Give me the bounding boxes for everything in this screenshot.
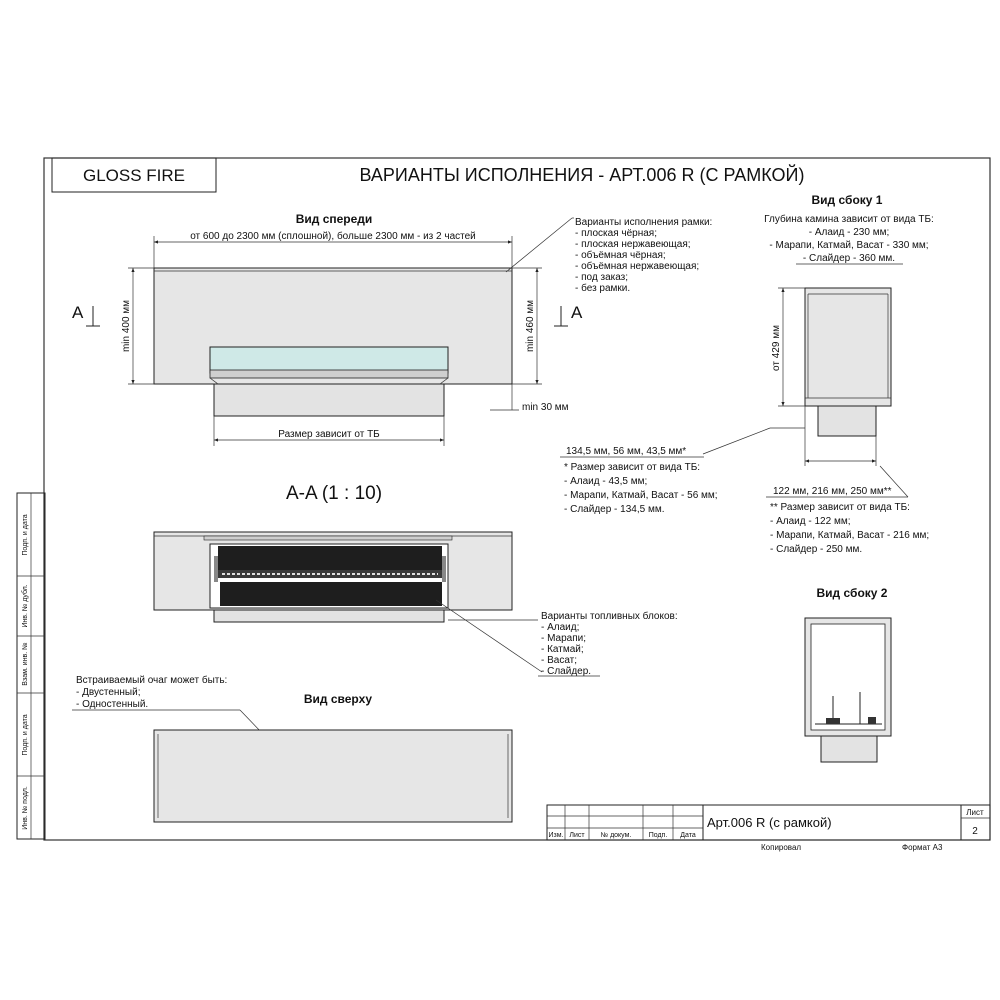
fuel-blocks-line: - Слайдер.	[541, 666, 592, 677]
side-1-height-label: от 429 мм	[771, 325, 782, 371]
frame-variants-line: - без рамки.	[575, 283, 631, 294]
front-burner	[210, 370, 448, 378]
title-block-sheet-number: 2	[972, 826, 978, 837]
min-30-label: min 30 мм	[522, 402, 569, 413]
top-view-body	[154, 730, 512, 822]
title-block-copied: Копировал	[761, 843, 802, 852]
frame-variants-line: - плоская чёрная;	[575, 228, 657, 239]
hearth-line: - Двустенный;	[76, 687, 141, 698]
width-note-line: 122 мм, 216 мм, 250 мм**	[773, 486, 892, 497]
depth-note-line: - Слайдер - 134,5 мм.	[564, 504, 665, 515]
frame-variants-line: - объёмная чёрная;	[575, 250, 666, 261]
left-stamp-label: Инв. № подл.	[22, 786, 29, 830]
width-note	[766, 466, 929, 555]
width-note-line: - Алаид - 122 мм;	[770, 516, 851, 527]
side-view-1-note	[764, 213, 934, 264]
section-view	[154, 532, 512, 622]
depth-note-line: - Марапи, Катмай, Васат - 56 мм;	[564, 490, 718, 501]
section-mark-left	[72, 303, 100, 326]
front-left-height-label: min 400 мм	[121, 299, 132, 353]
title-block-column: Дата	[680, 832, 696, 839]
section-top-block	[218, 546, 442, 570]
side-view-1-line: - Алаид - 230 мм;	[808, 227, 890, 238]
left-stamp-label: Подп. и дата	[22, 514, 29, 556]
side-1-box	[818, 406, 876, 436]
front-width-label: от 600 до 2300 мм (сплошной), больше 2300 мм - из 2 частей	[190, 231, 476, 242]
side-view-2-title: Вид сбоку 2	[816, 586, 888, 600]
depth-note-line: * Размер зависит от вида ТБ:	[564, 462, 701, 473]
sheet-title: ВАРИАНТЫ ИСПОЛНЕНИЯ - АРТ.006 R (С РАМКОЙ)	[359, 165, 805, 185]
title-block-column: Лист	[569, 832, 585, 839]
title-block-format: Формат A3	[902, 843, 943, 852]
hearth-line: Встраиваемый очаг может быть:	[76, 675, 228, 686]
front-box-dimension	[214, 416, 444, 446]
section-fuel-block	[220, 582, 442, 606]
brand-label: GLOSS FIRE	[82, 166, 186, 185]
frame-variants-line: - объёмная нержавеющая;	[575, 261, 700, 272]
side-1-body	[805, 288, 891, 406]
title-block-column: Изм.	[548, 832, 564, 839]
left-stamp-label: Инв. № дубл.	[22, 584, 29, 628]
frame-variants-line: Варианты исполнения рамки:	[575, 217, 713, 228]
side-view-1-line: Глубина камина зависит от вида ТБ:	[764, 214, 934, 225]
width-note-line: ** Размер зависит от вида ТБ:	[770, 502, 910, 513]
title-block-article: Арт.006 R (с рамкой)	[707, 815, 832, 830]
side-view-1-line: - Слайдер - 360 мм.	[802, 253, 896, 264]
left-stamp	[17, 493, 45, 839]
fuel-blocks-line: - Алаид;	[541, 622, 580, 633]
section-mark-right-letter: A	[571, 303, 583, 322]
left-stamp-label: Взам. инв. №	[22, 642, 29, 686]
title-block	[547, 805, 990, 852]
title-block-sheet-label: Лист	[966, 808, 984, 817]
section-mark-left-letter: A	[72, 303, 84, 322]
front-box-label: Размер зависит от ТБ	[278, 429, 380, 440]
fuel-blocks-line: - Катмай;	[541, 644, 584, 655]
depth-note-line: 134,5 мм, 56 мм, 43,5 мм*	[566, 446, 687, 457]
section-title: A-A (1 : 10)	[285, 483, 383, 504]
min-30-dimension	[490, 384, 569, 413]
front-right-height-dimension	[512, 268, 542, 384]
fuel-blocks-line: - Васат;	[541, 655, 578, 666]
top-view-title: Вид сверху	[303, 692, 373, 706]
side-view-2	[805, 618, 891, 762]
top-view	[154, 730, 512, 822]
width-note-line: - Слайдер - 250 мм.	[770, 544, 863, 555]
title-block-column: № докум.	[600, 832, 632, 839]
frame-variants-line: - под заказ;	[575, 272, 629, 283]
hearth-line: - Одностенный.	[76, 699, 149, 710]
depth-note	[560, 446, 718, 515]
side-view-1	[805, 288, 891, 436]
depth-note-line: - Алаид - 43,5 мм;	[564, 476, 648, 487]
side-1-height-dimension	[771, 288, 805, 406]
fuel-blocks-note	[436, 600, 678, 677]
side-2-box	[821, 736, 877, 762]
section-mark-right	[554, 303, 583, 326]
left-stamp-label: Подп. и дата	[22, 714, 29, 756]
fuel-blocks-line: Варианты топливных блоков:	[541, 611, 678, 622]
section-box	[214, 610, 444, 622]
frame-variants-line: - плоская нержавеющая;	[575, 239, 691, 250]
front-view	[154, 268, 512, 416]
front-right-height-label: min 460 мм	[525, 299, 536, 353]
title-block-column: Подп.	[648, 832, 668, 839]
front-box	[214, 384, 444, 416]
width-note-line: - Марапи, Катмай, Васат - 216 мм;	[770, 530, 930, 541]
side-view-1-line: - Марапи, Катмай, Васат - 330 мм;	[769, 240, 929, 251]
fuel-blocks-line: - Марапи;	[541, 633, 587, 644]
side-view-1-title: Вид сбоку 1	[811, 193, 883, 207]
front-left-height-dimension	[121, 268, 154, 384]
front-glass	[210, 347, 448, 373]
front-view-width-dimension	[154, 230, 512, 268]
front-view-title: Вид спереди	[295, 212, 373, 226]
